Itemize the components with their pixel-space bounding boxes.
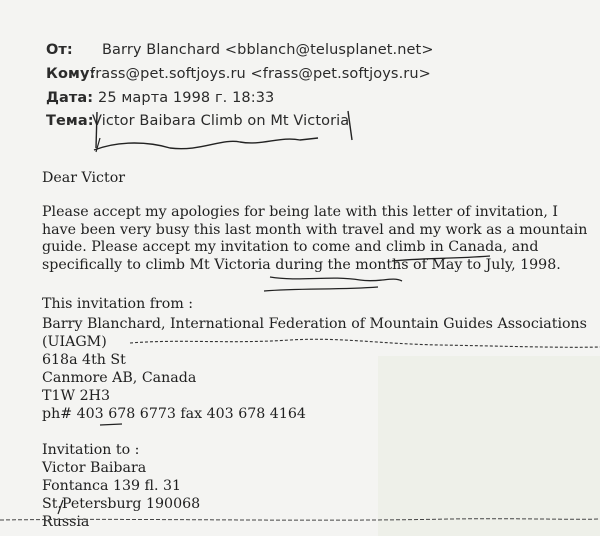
to-label: Кому: — [46, 66, 96, 82]
paragraph-line: have been very busy this last month with travel and my work as a mountain — [42, 221, 588, 238]
petersburg-mark — [58, 500, 63, 514]
wavy-underline — [270, 277, 402, 281]
recipient-line: Fontanca 139 fl. 31 — [42, 478, 182, 494]
to-value: frass@pet.softjoys.ru <frass@pet.softjoys.ru> — [90, 66, 431, 82]
sender-line: (UIAGM) — [42, 334, 107, 350]
date-label: Дата: — [46, 90, 94, 106]
margin-wave — [130, 339, 600, 347]
paragraph-line: guide. Please accept my invitation to come and climb in Canada, and — [42, 239, 539, 255]
subject-scribble — [94, 138, 318, 150]
paragraph-line: specifically to climb Mt Victoria during the months of May to July, 1998. — [42, 256, 561, 273]
bottom-scan-line — [0, 519, 600, 520]
to-heading: Invitation to : — [42, 442, 140, 458]
subject-label: Тема: — [46, 113, 94, 129]
sender-line: ph# 403 678 6773 fax 403 678 4164 — [42, 406, 306, 422]
from-heading: This invitation from : — [42, 296, 194, 312]
subject-bracket-left — [96, 112, 97, 148]
date-value: 25 марта 1998 г. 18:33 — [98, 90, 275, 106]
sender-line: 618a 4th St — [42, 352, 126, 368]
from-value: Barry Blanchard <bblanch@telusplanet.net> — [102, 42, 434, 58]
subject-value: Victor Baibara Climb on Mt Victoria — [92, 113, 350, 129]
months-underline — [264, 287, 378, 291]
greeting: Dear Victor — [42, 170, 126, 186]
sender-line: Canmore AB, Canada — [42, 370, 197, 386]
subject-bracket-right — [348, 111, 352, 140]
from-label: От: — [46, 42, 73, 58]
canada-underline — [392, 256, 490, 261]
recipient-line: Victor Baibara — [42, 460, 147, 476]
recipient-line: Russia — [42, 514, 90, 530]
paragraph-line: Please accept my apologies for being late with this letter of invitation, I — [42, 204, 558, 220]
recipient-line: St.Petersburg 190068 — [42, 496, 201, 512]
phone-underline — [100, 424, 122, 425]
sender-line: T1W 2H3 — [42, 388, 111, 404]
sender-line: Barry Blanchard, International Federation of Mountain Guides Associations — [42, 316, 587, 332]
